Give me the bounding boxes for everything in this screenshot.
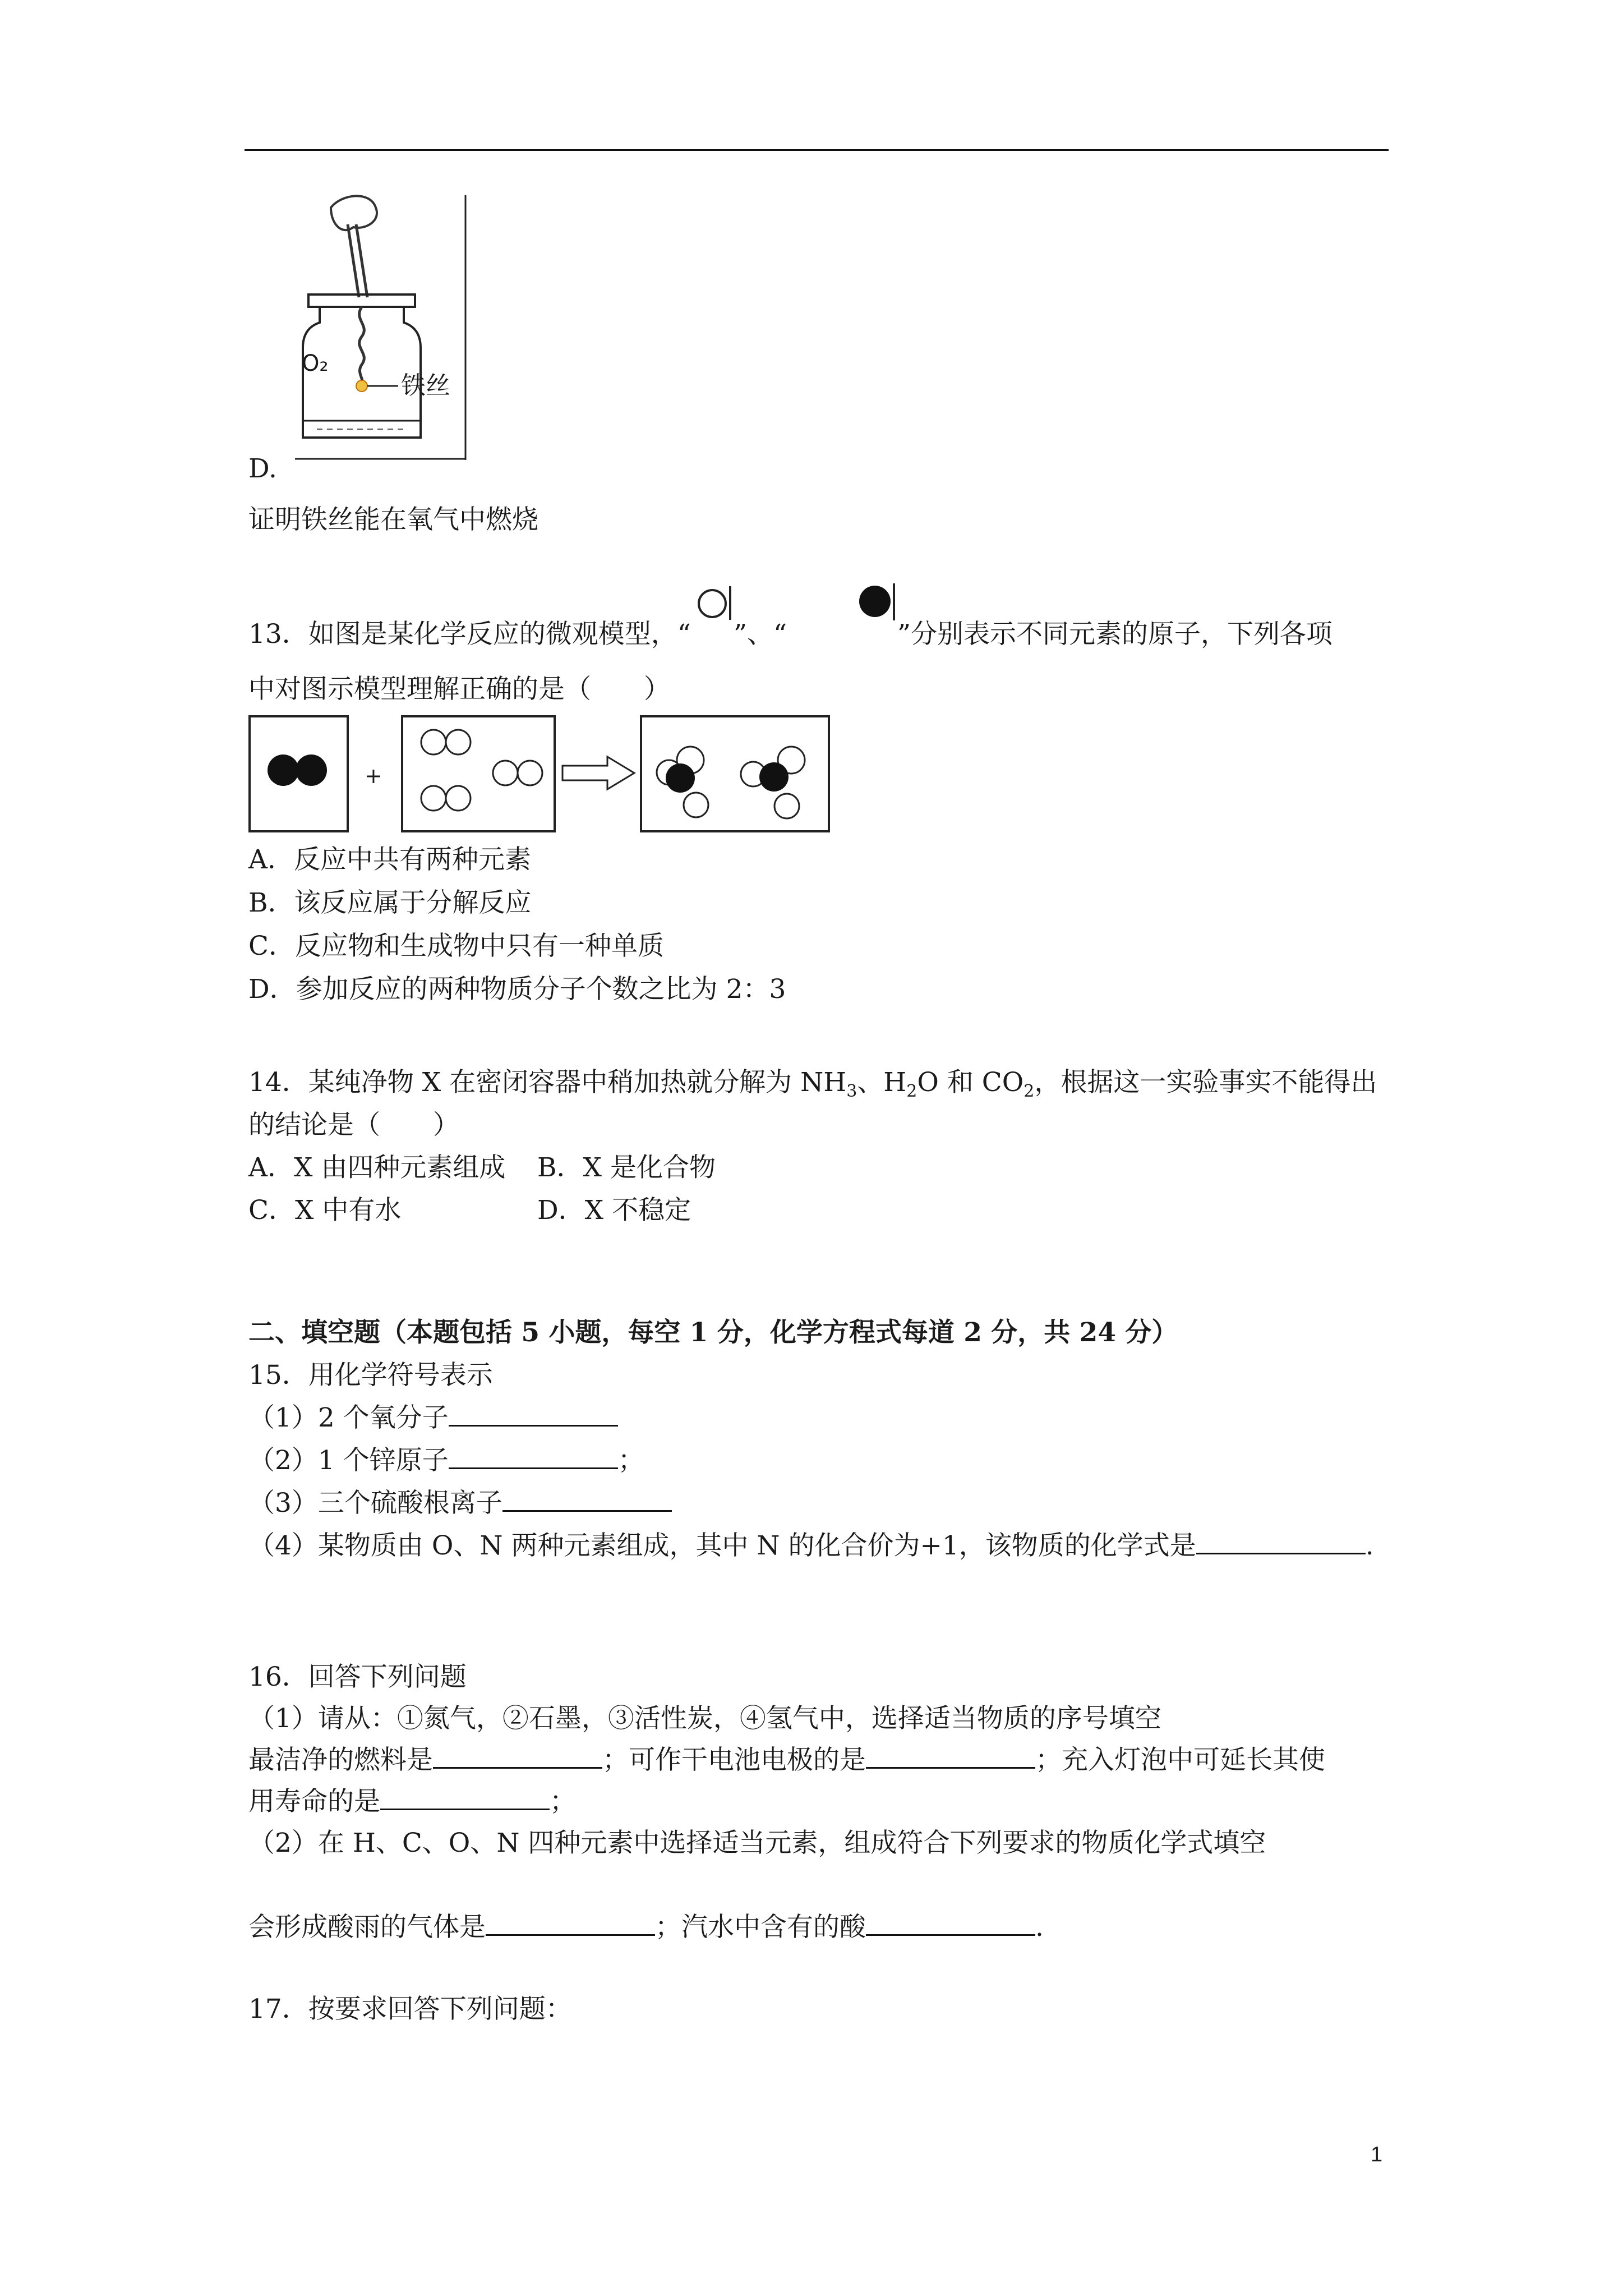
q14-sub-3: 3 bbox=[846, 1082, 857, 1101]
gas-label: O₂ bbox=[302, 351, 329, 376]
q15-item-3 bbox=[248, 1488, 672, 1519]
q16-l2b: ；可作干电池电极的是 bbox=[602, 1745, 866, 1775]
q13-line2: 中对图示模型理解正确的是（ ） bbox=[248, 674, 670, 705]
q13-option-c: C．反应物和生成物中只有一种单质 bbox=[248, 931, 664, 961]
q15-item-3-label: （3）三个硫酸根离子 bbox=[248, 1488, 502, 1519]
q13-option-b: B．该反应属于分解反应 bbox=[248, 887, 532, 918]
q14-text-a: 14．某纯净物 X 在密闭容器中稍加热就分解为 NH bbox=[248, 1067, 847, 1098]
wire-label: 铁丝 bbox=[401, 371, 450, 400]
q15-title: 15．用化学符号表示 bbox=[248, 1360, 493, 1391]
q16-title: 16．回答下列问题 bbox=[248, 1662, 467, 1692]
option-d-caption: 证明铁丝能在氧气中燃烧 bbox=[248, 504, 538, 535]
q15-item-2 bbox=[248, 1447, 644, 1474]
q16-part-1: （1）请从：①氮气，②石墨，③活性炭，④氢气中，选择适当物质的序号填空 bbox=[248, 1703, 1161, 1734]
q13-line1c: ”分别表示不同元素的原子，下列各项 bbox=[897, 619, 1333, 650]
q13-line1a: 13．如图是某化学反应的微观模型，“ bbox=[248, 619, 691, 650]
plus-sign: + bbox=[365, 763, 382, 788]
q14-line2: 的结论是（ ） bbox=[248, 1110, 459, 1140]
q16-l5b: ；汽水中含有的酸 bbox=[655, 1912, 866, 1943]
answer-blank[interactable] bbox=[449, 1424, 618, 1427]
q16-line-5 bbox=[248, 1912, 1044, 1943]
q16-l2c: ；充入灯泡中可延长其使 bbox=[1035, 1745, 1325, 1775]
q15-item-4-label: （4）某物质由 O、N 两种元素组成，其中 N 的化合价为+1，该物质的化学式是 bbox=[248, 1530, 1196, 1561]
q13-option-d: D．参加反应的两种物质分子个数之比为 2：3 bbox=[248, 974, 786, 1005]
answer-blank[interactable] bbox=[866, 1766, 1035, 1769]
q15-item-4-end: . bbox=[1365, 1530, 1374, 1561]
q15-item-4 bbox=[248, 1530, 1374, 1561]
q16-l5c: . bbox=[1035, 1912, 1044, 1943]
q14-text-d: ，根据这一实验事实不能得出 bbox=[1034, 1067, 1377, 1098]
answer-blank[interactable] bbox=[866, 1934, 1035, 1936]
q16-l5a: 会形成酸雨的气体是 bbox=[248, 1912, 486, 1943]
q16-l3b: ； bbox=[550, 1786, 576, 1817]
q17-title: 17．按要求回答下列问题： bbox=[248, 1994, 572, 2024]
section-2-heading: 二、填空题（本题包括 5 小题，每空 1 分，化学方程式每道 2 分，共 24 分） bbox=[248, 1317, 1178, 1348]
q14-line1 bbox=[248, 1067, 1377, 1101]
answer-blank[interactable] bbox=[433, 1766, 602, 1769]
q15-item-1 bbox=[248, 1402, 618, 1433]
q14-option-d: D．X 不稳定 bbox=[537, 1195, 691, 1226]
page-number: 1 bbox=[1371, 2143, 1383, 2166]
q16-part-2: （2）在 H、C、O、N 四种元素中选择适当元素，组成符合下列要求的物质化学式填空 bbox=[248, 1828, 1266, 1858]
q15-item-2-label: （2）1 个锌原子 bbox=[248, 1445, 449, 1476]
q16-l3a: 用寿命的是 bbox=[248, 1786, 380, 1817]
q14-option-c: C．X 中有水 bbox=[248, 1195, 402, 1226]
q16-line-3 bbox=[248, 1788, 576, 1815]
header-rule bbox=[245, 149, 1389, 151]
answer-blank[interactable] bbox=[1196, 1552, 1366, 1554]
q13-line1b: ”、“ bbox=[734, 619, 787, 650]
q15-item-1-label: （1）2 个氧分子 bbox=[248, 1402, 449, 1433]
q16-l2a: 最洁净的燃料是 bbox=[248, 1745, 433, 1775]
black-atom-icon bbox=[857, 581, 896, 622]
white-atom-icon bbox=[694, 583, 734, 623]
q14-option-a: A．X 由四种元素组成 bbox=[248, 1152, 506, 1183]
q14-sub-2b: 2 bbox=[1023, 1082, 1035, 1101]
q14-text-b: 、H bbox=[857, 1067, 907, 1098]
iron-wire-figure bbox=[264, 191, 499, 460]
q14-sub-2a: 2 bbox=[906, 1082, 917, 1101]
answer-blank[interactable] bbox=[486, 1934, 655, 1936]
q14-text-c: O 和 CO bbox=[917, 1067, 1024, 1098]
q15-item-2-end: ； bbox=[617, 1445, 644, 1476]
q16-line-2 bbox=[248, 1747, 1325, 1773]
answer-blank[interactable] bbox=[380, 1808, 550, 1810]
option-d-label: D. bbox=[248, 453, 277, 484]
q13-option-a: A．反应中共有两种元素 bbox=[248, 844, 531, 875]
reaction-model-diagram bbox=[248, 715, 832, 834]
answer-blank[interactable] bbox=[449, 1467, 618, 1469]
q14-option-b: B．X 是化合物 bbox=[537, 1152, 716, 1183]
answer-blank[interactable] bbox=[502, 1510, 672, 1512]
